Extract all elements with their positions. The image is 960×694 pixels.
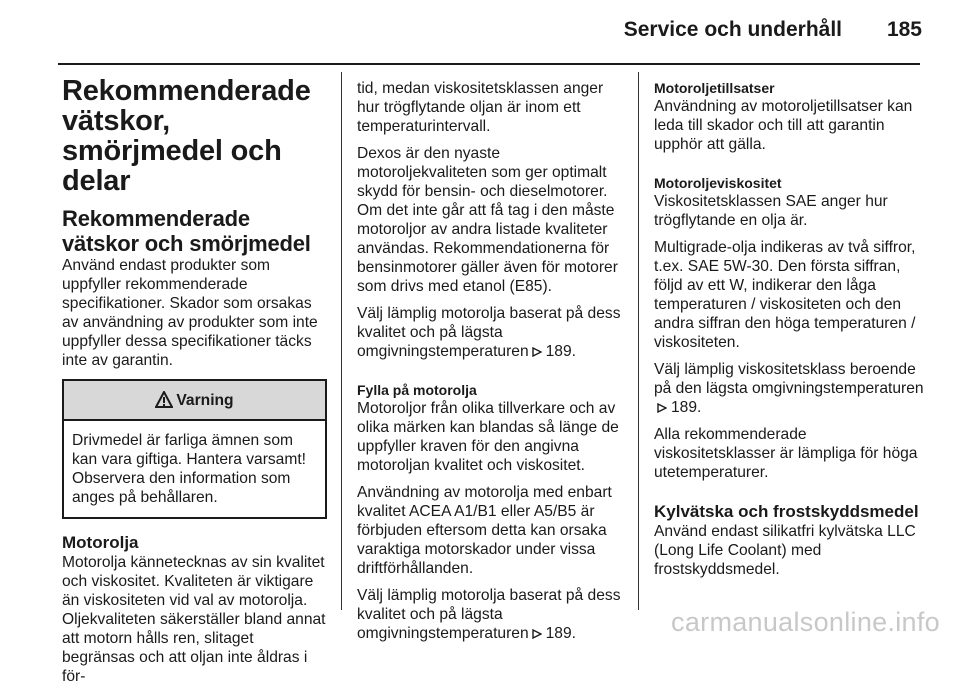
paragraph: Motoroljor från olika tillverkare och av olika märken kan blandas så länge de uppfyller kraven för den angivna motoroljan kvalitet och viskositet. bbox=[357, 400, 619, 474]
page-reference-arrow-icon bbox=[532, 625, 542, 635]
reference-text: Välj lämplig motorolja baserat på dess kvalitet och på lägsta omgivningstemperaturen bbox=[357, 587, 621, 642]
paragraph: tid, medan viskositetsklassen anger hur trögflytande oljan är inom ett temperaturintervall. bbox=[357, 80, 604, 135]
motorolja-paragraph: Motorolja kännetecknas av sin kvalitet och viskositet. Kvaliteten är viktigare än viskositeten vid val av motorolja. Oljekvaliteten säkerställer bland annat att motorn hålls ren, slitaget begränsas och att oljan inte åldras i för- bbox=[62, 554, 326, 685]
paragraph: Multigrade-olja indikeras av två siffror, t.ex. SAE 5W-30. Den första siffran, följd av ett W, indikerar den låga temperaturen / viskositeten och den andra siffran den höga temperaturen / viskositeten. bbox=[654, 239, 916, 351]
warning-title: Varning bbox=[176, 391, 234, 409]
sub-heading: Rekommenderade vätskor och smörjmedel bbox=[62, 206, 311, 256]
header-rule bbox=[58, 63, 920, 65]
paragraph-with-reference bbox=[357, 304, 624, 361]
page-reference[interactable]: 189. bbox=[671, 399, 702, 416]
column-2 bbox=[357, 79, 624, 651]
paragraph: Använd endast silikatfri kylvätska LLC (Long Life Coolant) med frostskyddsmedel. bbox=[654, 523, 916, 578]
paragraph: Viskositetsklassen SAE anger hur trögflytande en olja är. bbox=[654, 193, 888, 229]
paragraph-with-reference bbox=[654, 360, 924, 417]
viskositet-heading: Motoroljeviskositet bbox=[654, 175, 782, 191]
kylvatska-heading: Kylvätska och frostskyddsmedel bbox=[654, 502, 919, 521]
intro-paragraph: Använd endast produkter som uppfyller rekommenderade specifikationer. Skador som orsakas av användning av produkter som inte uppfyller dessa specifikationer täcks inte av garantin. bbox=[62, 257, 318, 369]
reference-text: Välj lämplig viskositetsklass beroende på den lägsta omgivningstemperaturen bbox=[654, 361, 924, 397]
motorolja-heading: Motorolja bbox=[62, 533, 139, 552]
main-heading: Rekommenderade vätskor, smörjmedel och delar bbox=[62, 75, 311, 197]
warning-box bbox=[62, 379, 327, 519]
dexos-paragraph: Dexos är den nyaste motoroljekvaliteten som ger optimalt skydd för bensin- och dieselmotorer. Om det inte går att få tag i den måste motoroljor av andra listade kvaliteter användas. Rekommendationerna för bensinmotorer gäller även för motorer som drivs med etanol (E85). bbox=[357, 145, 618, 295]
tillsatser-heading: Motoroljetillsatser bbox=[654, 80, 775, 96]
page-number: 185 bbox=[886, 18, 922, 41]
page-reference-arrow-icon bbox=[532, 343, 542, 353]
watermark: carmanualsonline.info bbox=[671, 607, 940, 637]
section-title: Service och underhåll bbox=[623, 18, 842, 41]
paragraph: Användning av motoroljetillsatser kan leda till skador och till att garantin upphör att gälla. bbox=[654, 98, 913, 153]
paragraph: Användning av motorolja med enbart kvalitet ACEA A1/B1 eller A5/B5 är förbjuden eftersom detta kan orsaka varaktiga motorskador under vissa driftförhållanden. bbox=[357, 484, 612, 577]
fylla-heading: Fylla på motorolja bbox=[357, 382, 477, 398]
warning-header bbox=[64, 381, 325, 421]
page-reference[interactable]: 189. bbox=[545, 343, 576, 360]
reference-text: Välj lämplig motorolja baserat på dess kvalitet och på lägsta omgivningstemperaturen bbox=[357, 305, 621, 360]
page-header bbox=[0, 18, 960, 48]
warning-text: Drivmedel är farliga ämnen som kan vara giftiga. Hantera varsamt! Observera den information som anges på behållaren. bbox=[72, 432, 307, 506]
page-reference-arrow-icon bbox=[657, 399, 667, 409]
column-divider bbox=[638, 72, 639, 610]
column-divider bbox=[341, 72, 342, 610]
page-reference[interactable]: 189. bbox=[545, 625, 576, 642]
column-1 bbox=[62, 72, 327, 694]
paragraph-with-reference bbox=[357, 586, 624, 643]
column-3 bbox=[654, 79, 924, 587]
warning-triangle-icon bbox=[155, 391, 173, 409]
paragraph: Alla rekommenderade viskositetsklasser är lämpliga för höga utetemperaturer. bbox=[654, 426, 918, 481]
